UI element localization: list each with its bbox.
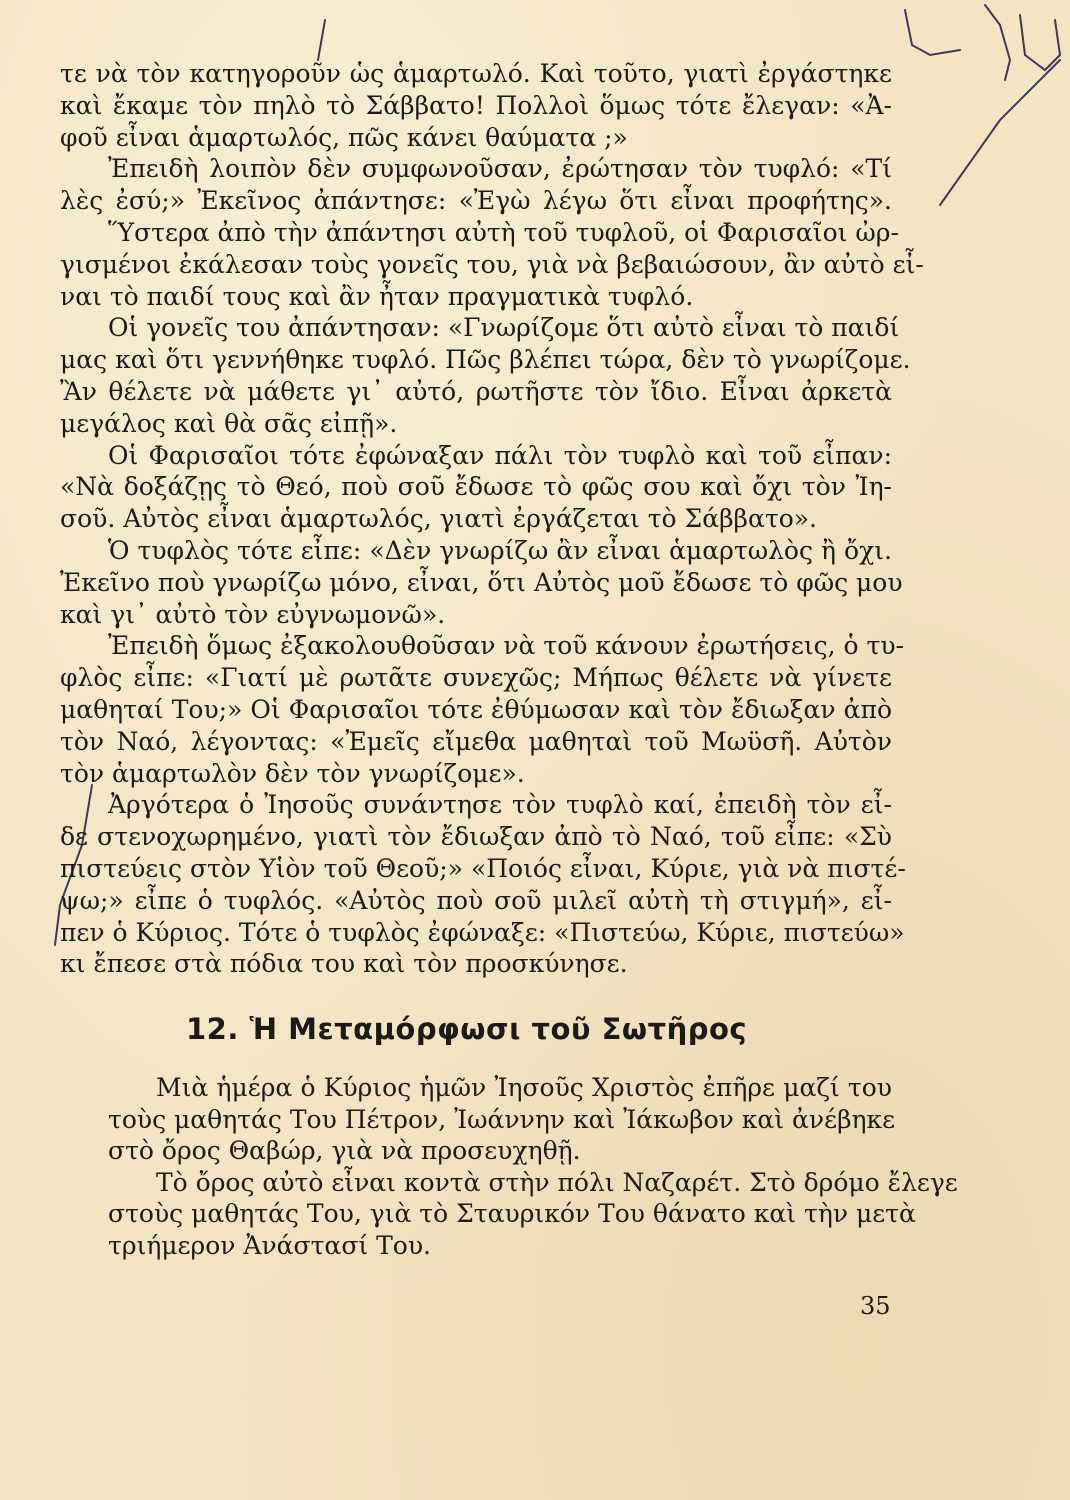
text-line: στὸ ὄρος Θαβώρ, γιὰ νὰ προσευχηθῇ. xyxy=(108,1136,581,1165)
text-line: φοῦ εἶναι ἁμαρτωλός, πῶς κάνει θαύματα ;» xyxy=(60,122,628,152)
text-line: Ὕστερα ἀπὸ τὴν ἀπάντησι αὐτὴ τοῦ τυφλοῦ, οἱ Φαρισαῖοι ὠρ- xyxy=(108,217,899,247)
text-line: γισμένοι ἐκάλεσαν τοὺς γονεῖς του, γιὰ νὰ βεβαιώσουν, ἂν αὐτὸ εἶ- xyxy=(60,249,924,279)
text-line: Οἱ Φαρισαῖοι τότε ἐφώναξαν πάλι τὸν τυφλὸ καὶ τοῦ εἶπαν: xyxy=(108,440,892,470)
text-line: Τὸ ὄρος αὐτὸ εἶναι κοντὰ στὴν πόλι Ναζαρέτ. Στὸ δρόμο ἔλεγε xyxy=(156,1167,958,1197)
section-heading: 12. Ἡ Μεταμόρφωσι τοῦ Σωτῆρος xyxy=(186,1012,748,1046)
text-line: πεν ὁ Κύριος. Τότε ὁ τυφλὸς ἐφώναξε: «Πιστεύω, Κύριε, πιστεύω» xyxy=(60,917,905,947)
text-line: τριήμερον Ἀνάστασί Του. xyxy=(108,1230,431,1260)
text-line: Ἀργότερα ὁ Ἰησοῦς συνάντησε τὸν τυφλὸ καί, ἐπειδὴ τὸν εἶ- xyxy=(108,790,892,820)
pencil-stroke-top-2 xyxy=(985,5,1010,80)
text-line: Ἐπειδὴ λοιπὸν δὲν συμφωνοῦσαν, ἐρώτησαν τὸν τυφλό: «Τί xyxy=(108,154,892,184)
text-line: τὸν ἁμαρτωλὸν δὲν τὸν γνωρίζομε». xyxy=(60,758,525,788)
text-line: στοὺς μαθητάς Του, γιὰ τὸ Σταυρικόν Του θάνατο καὶ τὴν μετὰ xyxy=(108,1199,916,1228)
text-line: μεγάλος καὶ θὰ σᾶς εἰπῇ». xyxy=(60,408,398,438)
pencil-diagonal-line xyxy=(940,60,1060,205)
text-line: Ὁ τυφλὸς τότε εἶπε: «Δὲν γνωρίζω ἂν εἶναι ἁμαρτωλὸς ἢ ὄχι. xyxy=(108,535,892,565)
text-line: Οἱ γονεῖς του ἀπάντησαν: «Γνωρίζομε ὅτι αὐτὸ εἶναι τὸ παιδί xyxy=(108,313,900,343)
text-line: τὸν Ναό, λέγοντας: «Ἐμεῖς εἴμεθα μαθηταὶ τοῦ Μωϋσῆ. Αὐτὸν xyxy=(60,726,892,756)
text-line: κι ἔπεσε στὰ πόδια του καὶ τὸν προσκύνησε. xyxy=(60,949,628,979)
text-line: μαθηταί Του;» Οἱ Φαρισαῖοι τότε ἐθύμωσαν καὶ τὸν ἔδιωξαν ἀπὸ xyxy=(60,694,892,724)
page-number: 35 xyxy=(860,1292,891,1320)
body-text xyxy=(60,58,924,980)
text-line: «Νὰ δοξάζῃς τὸ Θεό, ποὺ σοῦ ἔδωσε τὸ φῶς σου καὶ ὄχι τὸν Ἰη- xyxy=(60,472,892,502)
text-line: Ἂν θέλετε νὰ μάθετε γι᾿ αὐτό, ρωτῆστε τὸν ἴδιο. Εἶναι ἀρκετὰ xyxy=(60,376,892,406)
text-line: σοῦ. Αὐτὸς εἶναι ἁμαρτωλός, γιατὶ ἐργάζεται τὸ Σάββατο». xyxy=(60,504,817,534)
text-line: πιστεύεις στὸν Υἱὸν τοῦ Θεοῦ;» «Ποιός εἶναι, Κύριε, γιὰ νὰ πιστέ- xyxy=(60,853,906,883)
text-line: τοὺς μαθητάς Του Πέτρον, Ἰωάννην καὶ Ἰάκωβον καὶ ἀνέβηκε xyxy=(108,1104,896,1134)
pencil-stroke-top-3 xyxy=(1020,15,1060,70)
text-line: δε στενοχωρημένο, γιατὶ τὸν ἔδιωξαν ἀπὸ τὸ Ναό, τοῦ εἶπε: «Σὺ xyxy=(60,822,892,852)
text-line: ναι τὸ παιδί τους καὶ ἂν ἦταν πραγματικὰ τυφλό. xyxy=(60,281,694,311)
text-line: Ἐκεῖνο ποὺ γνωρίζω μόνο, εἶναι, ὅτι Αὐτὸς μοῦ ἔδωσε τὸ φῶς μου xyxy=(60,567,903,597)
text-line: Μιὰ ἡμέρα ὁ Κύριος ἡμῶν Ἰησοῦς Χριστὸς ἐπῆρε μαζί του xyxy=(156,1073,892,1102)
pencil-stroke-top-1 xyxy=(905,10,960,55)
pencil-stroke-small xyxy=(318,20,325,60)
text-line: καὶ ἔκαμε τὸν πηλὸ τὸ Σάββατο! Πολλοὶ ὅμως τότε ἔλεγαν: «Ἀ- xyxy=(60,90,892,120)
text-line: λὲς ἐσύ;» Ἐκεῖνος ἀπάντησε: «Ἐγὼ λέγω ὅτι εἶναι προφήτης». xyxy=(60,186,892,216)
text-line: ψω;» εἶπε ὁ τυφλός. «Αὐτὸς ποὺ σοῦ μιλεῖ αὐτὴ τὴ στιγμή», εἶ- xyxy=(60,885,892,915)
section-text xyxy=(108,1072,958,1261)
text-line: Ἐπειδὴ ὅμως ἐξακολουθοῦσαν νὰ τοῦ κάνουν ἐρωτήσεις, ὁ τυ- xyxy=(108,631,904,661)
text-line: φλὸς εἶπε: «Γιατί μὲ ρωτᾶτε συνεχῶς; Μήπως θέλετε νὰ γίνετε xyxy=(60,663,892,693)
text-line: τε νὰ τὸν κατηγοροῦν ὡς ἁμαρτωλό. Καὶ τοῦτο, γιατὶ ἐργάστηκε xyxy=(60,59,892,88)
text-line: μας καὶ ὅτι γεννήθηκε τυφλό. Πῶς βλέπει τώρα, δὲν τὸ γνωρίζομε. xyxy=(60,345,911,375)
text-line: καὶ γι᾿ αὐτὸ τὸν εὐγνωμονῶ». xyxy=(60,599,446,629)
